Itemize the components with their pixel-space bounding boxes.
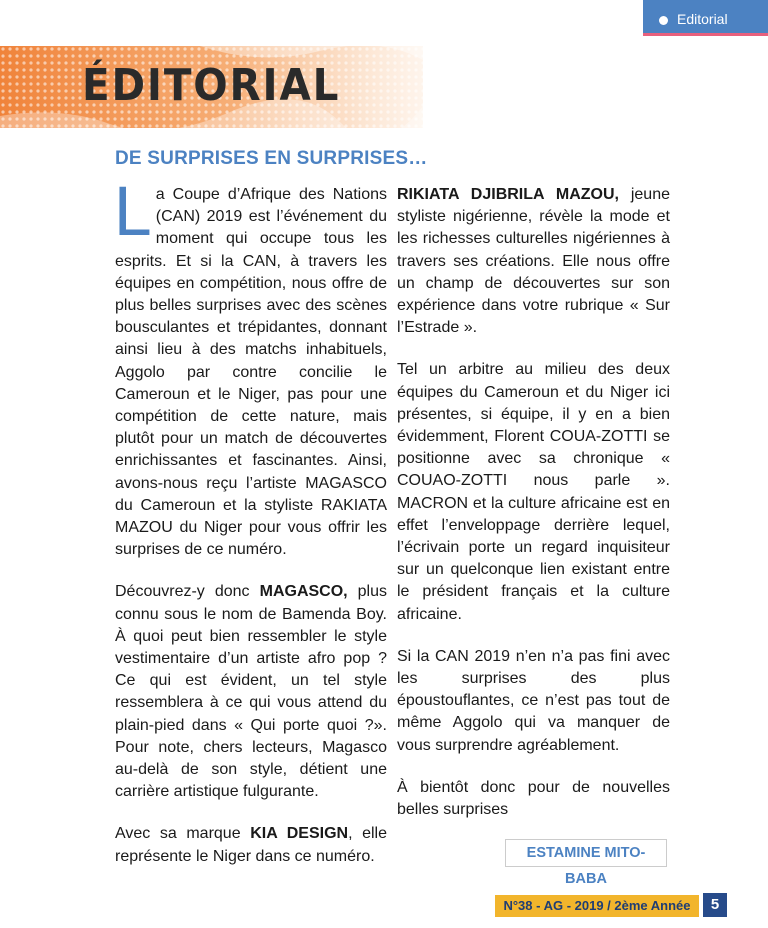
- banner-title: ÉDITORIAL: [82, 60, 341, 111]
- bullet-icon: [659, 16, 668, 25]
- paragraph: [115, 581, 387, 803]
- paragraph-text: , elle représente le Niger dans ce numéro.: [115, 825, 388, 865]
- paragraph-text: a Coupe d’Afrique des Nations (CAN) 2019 est l’événement du moment qui occupe tous les esprits. Et si la CAN, à travers les équipes en compétition, nous offre de plus belles surprises avec des scènes bousculantes et trépidantes, donnant ainsi lieu à des matchs inhabituels, Aggolo par contre concilie le Cameroun et le Niger, pas pour une compétition de cette nature, mais plutôt pour un match de découvertes enrichissantes et fascinantes. Ainsi, avons-nous reçu l’artiste MAGASCO du Cameroun et la styliste RAKIATA MAZOU du Niger pour vous offrir les surprises de ce numéro.: [115, 186, 387, 559]
- editorial-banner: [0, 46, 423, 128]
- bold-name: KIA DESIGN: [250, 825, 349, 843]
- article-heading: DE SURPRISES EN SURPRISES…: [115, 148, 428, 169]
- paragraph-text: plus connu sous le nom de Bamenda Boy. À quoi peut bien ressembler le style vestimentaire d’un artiste afro pop ? Ce qui est évident, un tel style ressemblera à ce qui vous attend du plain-pied dans « Qui porte quoi ?». Pour note, chers lecteurs, Magasco au-delà de son style, détient une carrière artistique fulgurante.: [115, 583, 388, 801]
- section-tab-label: Editorial: [677, 11, 728, 27]
- drop-cap: L: [113, 174, 150, 251]
- page-number: 5: [703, 893, 727, 917]
- paragraph: Si la CAN 2019 n’en n’a pas fini avec les surprises des plus époustouflantes, ce n’est pas tout de même Aggolo qui va manquer de vous surprendre agréablement.: [397, 647, 670, 754]
- paragraph-text: Découvrez-y donc: [115, 583, 260, 601]
- column-left: [113, 174, 388, 888]
- paragraph: [115, 823, 387, 867]
- author-signature: ESTAMINE MITO-BABA: [505, 839, 667, 867]
- bold-name: RIKIATA DJIBRILA MAZOU,: [397, 186, 619, 203]
- paragraph: À bientôt donc pour de nouvelles belles surprises: [397, 778, 670, 819]
- paragraph: [397, 184, 670, 339]
- bold-name: MAGASCO,: [259, 583, 348, 601]
- column-right: [397, 184, 670, 841]
- section-tab: [643, 0, 768, 36]
- paragraph: [113, 174, 387, 561]
- paragraph-text: jeune styliste nigérienne, révèle la mode et les richesses culturelles nigériennes à travers ses créations. Elle nous offre un champ de découvertes sur son expérience dans votre rubrique « Sur l’Estrade ».: [397, 186, 670, 337]
- paragraph-text: Avec sa marque: [115, 825, 251, 843]
- issue-info: N°38 - AG - 2019 / 2ème Année: [495, 895, 699, 917]
- paragraph: Tel un arbitre au milieu des deux équipes du Cameroun et du Niger ici présentes, si équipe, il y en a bien évidemment, Florent COUA-ZOTTI se positionne avec sa chronique « COUAO-ZOTTI nous parle ». MACRON et la culture africaine est en effet l’enveloppage derrière lequel, l’écrivain porte un regard inquisiteur sur un quelconque lien existant entre le président français et la culture africaine.: [397, 361, 670, 623]
